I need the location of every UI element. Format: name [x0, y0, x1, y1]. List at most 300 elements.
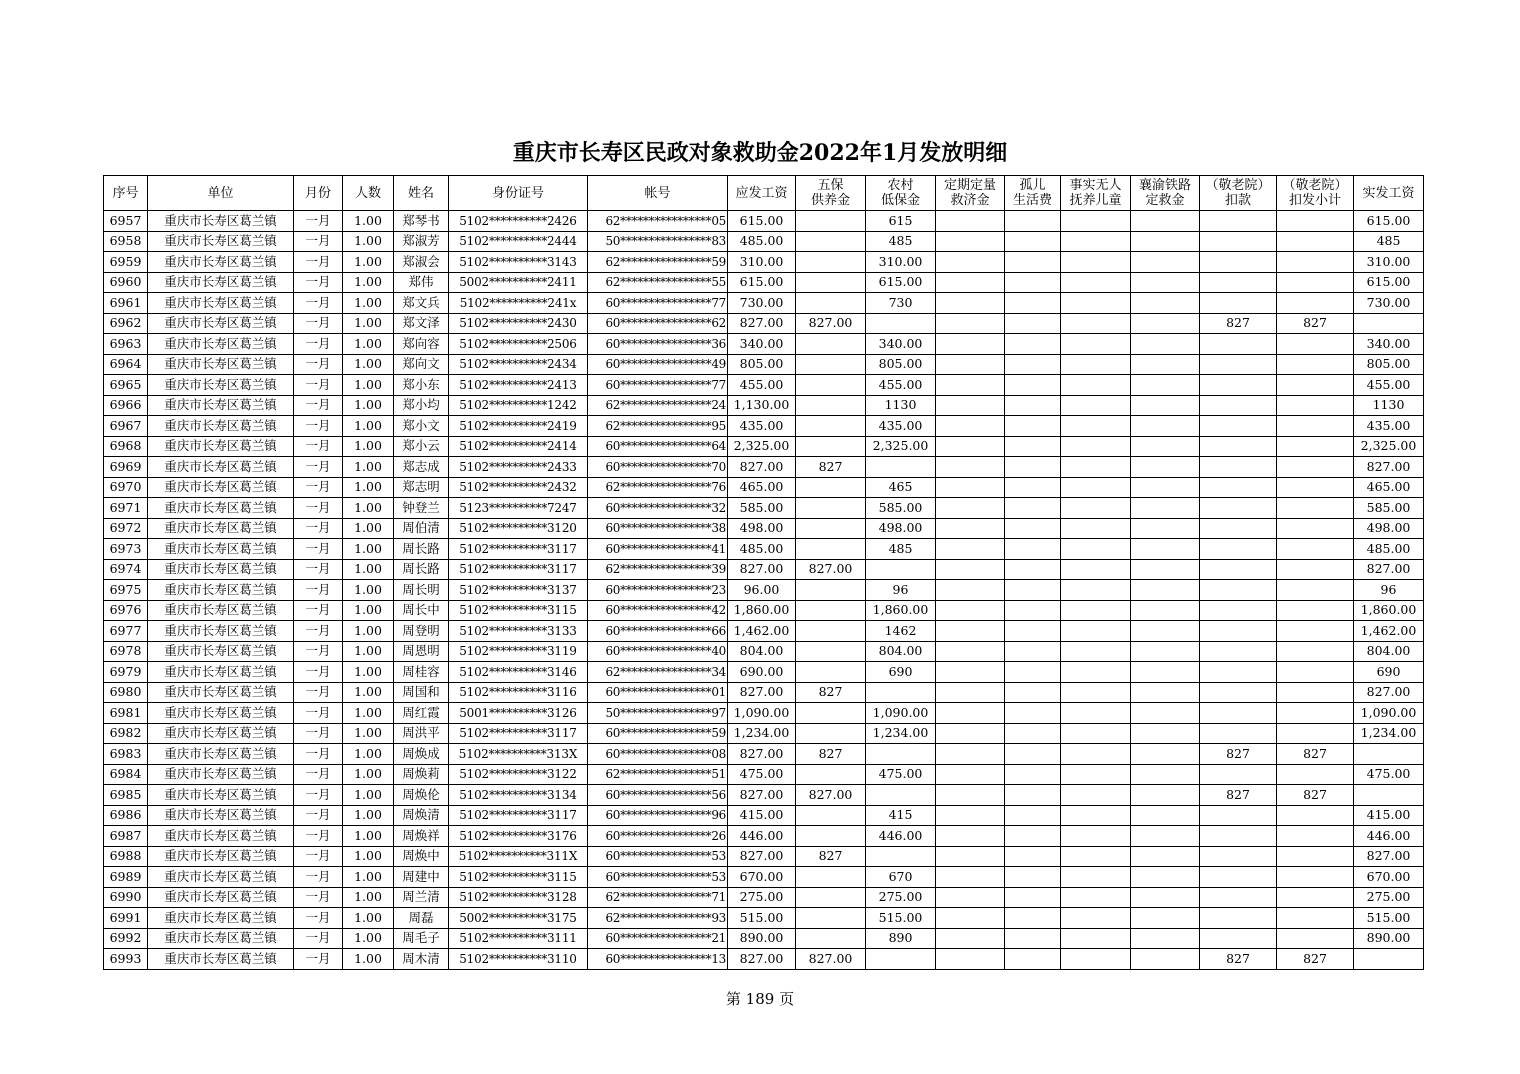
table-cell	[1200, 887, 1277, 908]
table-cell: 1.00	[343, 887, 394, 908]
table-cell: 415.00	[1354, 805, 1424, 826]
table-cell: 498.00	[866, 518, 936, 539]
table-cell: 827.00	[1354, 457, 1424, 478]
column-header: 月份	[294, 176, 343, 211]
table-cell	[1354, 744, 1424, 765]
table-cell	[1061, 867, 1131, 888]
table-cell: 60****************62	[588, 313, 728, 334]
table-cell	[1200, 723, 1277, 744]
table-cell	[1200, 375, 1277, 396]
table-cell	[1131, 662, 1200, 683]
table-cell: 重庆市长寿区葛兰镇	[148, 928, 294, 949]
table-cell: 5102**********3133	[449, 621, 588, 642]
table-cell: 5102**********2433	[449, 457, 588, 478]
table-cell: 6987	[104, 826, 148, 847]
table-cell: 重庆市长寿区葛兰镇	[148, 682, 294, 703]
table-cell: 827.00	[1354, 682, 1424, 703]
table-cell	[1131, 354, 1200, 375]
table-cell	[1061, 539, 1131, 560]
table-cell: 827	[1200, 744, 1277, 765]
table-cell	[936, 867, 1005, 888]
column-header: 事实无人 抚养儿童	[1061, 176, 1131, 211]
table-cell: 310.00	[866, 252, 936, 273]
table-cell: 730.00	[1354, 293, 1424, 314]
table-cell: 465.00	[1354, 477, 1424, 498]
table-cell: 827	[1277, 785, 1354, 806]
table-cell: 6986	[104, 805, 148, 826]
table-cell	[936, 764, 1005, 785]
table-cell: 周焕伦	[394, 785, 449, 806]
table-cell: 60****************77	[588, 375, 728, 396]
table-cell	[796, 334, 866, 355]
table-cell	[1277, 252, 1354, 273]
table-cell: 重庆市长寿区葛兰镇	[148, 539, 294, 560]
table-cell	[1277, 498, 1354, 519]
table-cell: 5102**********3146	[449, 662, 588, 683]
table-cell	[1277, 703, 1354, 724]
table-cell	[936, 641, 1005, 662]
table-cell: 6992	[104, 928, 148, 949]
table-cell: 5102**********3134	[449, 785, 588, 806]
table-cell	[1061, 949, 1131, 970]
table-cell: 重庆市长寿区葛兰镇	[148, 805, 294, 826]
table-cell	[1005, 805, 1061, 826]
table-cell	[1131, 785, 1200, 806]
table-cell: 6976	[104, 600, 148, 621]
table-cell	[1200, 805, 1277, 826]
table-cell: 60****************01	[588, 682, 728, 703]
table-cell: 62****************39	[588, 559, 728, 580]
table-cell: 60****************23	[588, 580, 728, 601]
table-cell: 515.00	[866, 908, 936, 929]
table-cell	[1200, 682, 1277, 703]
table-cell	[1131, 272, 1200, 293]
table-cell: 804.00	[866, 641, 936, 662]
table-cell	[1005, 764, 1061, 785]
table-cell	[1061, 785, 1131, 806]
table-cell: 827.00	[728, 846, 796, 867]
table-cell: 827	[796, 744, 866, 765]
table-cell: 340.00	[866, 334, 936, 355]
table-cell: 6962	[104, 313, 148, 334]
table-cell: 周恩明	[394, 641, 449, 662]
table-cell	[1131, 846, 1200, 867]
table-cell: 96	[866, 580, 936, 601]
table-cell: 1.00	[343, 703, 394, 724]
table-cell: 60****************13	[588, 949, 728, 970]
table-cell	[1277, 518, 1354, 539]
table-cell: 60****************38	[588, 518, 728, 539]
table-cell: 重庆市长寿区葛兰镇	[148, 846, 294, 867]
table-cell: 1,860.00	[728, 600, 796, 621]
table-cell	[796, 641, 866, 662]
table-cell	[936, 252, 1005, 273]
table-cell: 重庆市长寿区葛兰镇	[148, 703, 294, 724]
table-cell: 周伯清	[394, 518, 449, 539]
table-cell: 1130	[866, 395, 936, 416]
table-cell: 重庆市长寿区葛兰镇	[148, 211, 294, 232]
table-cell	[1061, 600, 1131, 621]
table-cell: 60****************64	[588, 436, 728, 457]
table-cell: 重庆市长寿区葛兰镇	[148, 477, 294, 498]
table-cell: 郑小文	[394, 416, 449, 437]
table-cell: 805.00	[728, 354, 796, 375]
table-cell: 435.00	[866, 416, 936, 437]
table-cell: 1.00	[343, 785, 394, 806]
table-cell: 1.00	[343, 518, 394, 539]
table-cell: 60****************66	[588, 621, 728, 642]
table-cell: 827.00	[796, 949, 866, 970]
column-header: 孤儿 生活费	[1005, 176, 1061, 211]
table-cell	[1200, 826, 1277, 847]
table-cell: 670.00	[728, 867, 796, 888]
table-cell: 5102**********3116	[449, 682, 588, 703]
table-cell: 827.00	[728, 682, 796, 703]
table-cell: 一月	[294, 580, 343, 601]
table-cell	[796, 580, 866, 601]
table-cell	[1200, 928, 1277, 949]
table-cell: 1.00	[343, 682, 394, 703]
table-cell: 827	[1200, 313, 1277, 334]
table-cell	[1131, 395, 1200, 416]
table-cell	[1131, 211, 1200, 232]
table-cell: 615.00	[1354, 211, 1424, 232]
table-cell: 485.00	[728, 539, 796, 560]
table-cell: 周磊	[394, 908, 449, 929]
table-cell: 重庆市长寿区葛兰镇	[148, 313, 294, 334]
table-cell	[866, 744, 936, 765]
table-cell	[796, 908, 866, 929]
table-cell: 6975	[104, 580, 148, 601]
table-cell: 730.00	[728, 293, 796, 314]
table-cell	[1005, 867, 1061, 888]
table-cell	[1277, 764, 1354, 785]
table-cell	[1061, 436, 1131, 457]
table-cell: 1,130.00	[728, 395, 796, 416]
table-cell: 2,325.00	[866, 436, 936, 457]
table-cell: 6959	[104, 252, 148, 273]
table-row	[104, 580, 1424, 601]
page-title: 重庆市长寿区民政对象救助金2022年1月发放明细	[512, 140, 1008, 166]
table-cell	[1005, 949, 1061, 970]
table-cell: 重庆市长寿区葛兰镇	[148, 395, 294, 416]
table-cell: 重庆市长寿区葛兰镇	[148, 334, 294, 355]
table-cell	[866, 457, 936, 478]
table-cell: 475.00	[866, 764, 936, 785]
table-cell: 6972	[104, 518, 148, 539]
table-cell	[1061, 252, 1131, 273]
table-cell: 6974	[104, 559, 148, 580]
table-cell: 805.00	[866, 354, 936, 375]
table-cell	[1131, 498, 1200, 519]
table-cell	[1277, 334, 1354, 355]
table-cell: 重庆市长寿区葛兰镇	[148, 887, 294, 908]
table-cell: 6990	[104, 887, 148, 908]
table-cell: 郑志成	[394, 457, 449, 478]
table-cell: 重庆市长寿区葛兰镇	[148, 231, 294, 252]
table-cell: 804.00	[728, 641, 796, 662]
table-cell	[1277, 580, 1354, 601]
table-row	[104, 805, 1424, 826]
table-cell	[1061, 682, 1131, 703]
table-cell: 585.00	[1354, 498, 1424, 519]
table-cell	[1061, 826, 1131, 847]
table-cell	[1005, 457, 1061, 478]
table-cell: 一月	[294, 211, 343, 232]
table-cell	[796, 252, 866, 273]
table-cell: 804.00	[1354, 641, 1424, 662]
table-cell: 415.00	[728, 805, 796, 826]
column-header: 姓名	[394, 176, 449, 211]
table-cell: 1.00	[343, 334, 394, 355]
table-cell	[1005, 908, 1061, 929]
table-cell	[1005, 313, 1061, 334]
table-cell	[1131, 723, 1200, 744]
table-cell	[936, 928, 1005, 949]
table-cell: 498.00	[1354, 518, 1424, 539]
table-cell: 郑文兵	[394, 293, 449, 314]
table-cell: 585.00	[728, 498, 796, 519]
table-cell: 827	[1277, 744, 1354, 765]
table-cell: 一月	[294, 272, 343, 293]
table-cell	[1005, 293, 1061, 314]
table-cell	[1131, 518, 1200, 539]
table-cell	[1200, 354, 1277, 375]
table-row	[104, 600, 1424, 621]
table-cell	[1354, 313, 1424, 334]
table-cell: 一月	[294, 436, 343, 457]
table-cell: 585.00	[866, 498, 936, 519]
column-header: （敬老院） 扣款	[1200, 176, 1277, 211]
table-row	[104, 928, 1424, 949]
table-cell: 周长明	[394, 580, 449, 601]
table-row	[104, 313, 1424, 334]
table-cell: 827.00	[1354, 559, 1424, 580]
table-cell: 重庆市长寿区葛兰镇	[148, 416, 294, 437]
table-cell: 一月	[294, 354, 343, 375]
table-cell: 615.00	[728, 272, 796, 293]
table-cell	[1131, 416, 1200, 437]
table-cell	[796, 231, 866, 252]
table-cell: 60****************21	[588, 928, 728, 949]
table-cell	[936, 846, 1005, 867]
table-cell: 5102**********3120	[449, 518, 588, 539]
table-cell: 一月	[294, 785, 343, 806]
table-cell: 446.00	[1354, 826, 1424, 847]
table-cell	[1354, 949, 1424, 970]
table-cell: 890	[866, 928, 936, 949]
table-cell: 60****************59	[588, 723, 728, 744]
table-cell: 670	[866, 867, 936, 888]
table-cell: 郑小云	[394, 436, 449, 457]
table-cell	[866, 559, 936, 580]
table-cell: 5102**********3117	[449, 723, 588, 744]
table-row	[104, 498, 1424, 519]
table-cell	[1200, 293, 1277, 314]
table-cell	[1277, 395, 1354, 416]
table-cell: 6985	[104, 785, 148, 806]
table-row	[104, 334, 1424, 355]
table-cell: 446.00	[728, 826, 796, 847]
table-cell: 5102**********2430	[449, 313, 588, 334]
table-cell: 5102**********2434	[449, 354, 588, 375]
table-cell: 1.00	[343, 867, 394, 888]
table-cell: 1.00	[343, 272, 394, 293]
table-cell: 一月	[294, 908, 343, 929]
table-cell	[1131, 703, 1200, 724]
table-cell: 475.00	[1354, 764, 1424, 785]
table-cell: 1.00	[343, 949, 394, 970]
table-cell: 340.00	[728, 334, 796, 355]
table-cell: 827.00	[728, 313, 796, 334]
table-body	[104, 211, 1424, 970]
table-cell: 重庆市长寿区葛兰镇	[148, 662, 294, 683]
table-cell: 一月	[294, 764, 343, 785]
table-cell: 5102**********3143	[449, 252, 588, 273]
table-cell	[936, 416, 1005, 437]
table-cell: 重庆市长寿区葛兰镇	[148, 908, 294, 929]
table-cell: 1.00	[343, 457, 394, 478]
table-cell: 455.00	[728, 375, 796, 396]
table-cell: 690	[866, 662, 936, 683]
table-cell: 1.00	[343, 252, 394, 273]
table-cell	[1061, 498, 1131, 519]
table-cell	[936, 559, 1005, 580]
table-cell: 6979	[104, 662, 148, 683]
table-cell	[1005, 211, 1061, 232]
table-cell: 60****************40	[588, 641, 728, 662]
table-row	[104, 723, 1424, 744]
table-cell	[1200, 436, 1277, 457]
table-cell: 50****************83	[588, 231, 728, 252]
table-cell: 5102**********313X	[449, 744, 588, 765]
table-row	[104, 457, 1424, 478]
table-cell: 827.00	[728, 559, 796, 580]
column-header: 实发工资	[1354, 176, 1424, 211]
table-cell: 446.00	[866, 826, 936, 847]
table-cell: 重庆市长寿区葛兰镇	[148, 580, 294, 601]
table-cell: 310.00	[728, 252, 796, 273]
table-cell	[1005, 785, 1061, 806]
table-cell: 重庆市长寿区葛兰镇	[148, 293, 294, 314]
table-cell: 一月	[294, 846, 343, 867]
table-cell: 465.00	[728, 477, 796, 498]
table-cell: 690.00	[728, 662, 796, 683]
table-cell: 1.00	[343, 826, 394, 847]
table-cell	[1061, 764, 1131, 785]
table-cell	[1131, 477, 1200, 498]
table-cell: 重庆市长寿区葛兰镇	[148, 436, 294, 457]
table-cell: 485	[866, 231, 936, 252]
table-cell	[936, 887, 1005, 908]
table-cell	[1131, 334, 1200, 355]
table-cell: 1.00	[343, 211, 394, 232]
table-cell: 1130	[1354, 395, 1424, 416]
table-cell	[1200, 600, 1277, 621]
table-cell: 1.00	[343, 764, 394, 785]
table-cell: 1.00	[343, 416, 394, 437]
table-cell: 730	[866, 293, 936, 314]
table-cell: 郑小均	[394, 395, 449, 416]
table-row	[104, 641, 1424, 662]
table-cell: 5102**********3176	[449, 826, 588, 847]
table-cell	[796, 764, 866, 785]
table-cell: 60****************42	[588, 600, 728, 621]
column-header: 身份证号	[449, 176, 588, 211]
table-row	[104, 436, 1424, 457]
table-cell: 重庆市长寿区葛兰镇	[148, 272, 294, 293]
table-row	[104, 949, 1424, 970]
table-cell: 435.00	[728, 416, 796, 437]
table-cell	[1200, 272, 1277, 293]
table-cell	[1277, 600, 1354, 621]
table-row	[104, 908, 1424, 929]
table-cell	[1061, 354, 1131, 375]
table-cell	[1277, 723, 1354, 744]
table-cell: 465	[866, 477, 936, 498]
table-cell	[936, 703, 1005, 724]
column-header: 人数	[343, 176, 394, 211]
table-cell: 周焕成	[394, 744, 449, 765]
table-cell	[1005, 375, 1061, 396]
table-cell: 827	[796, 457, 866, 478]
table-cell	[936, 949, 1005, 970]
table-cell: 郑淑会	[394, 252, 449, 273]
table-row	[104, 211, 1424, 232]
table-cell: 重庆市长寿区葛兰镇	[148, 600, 294, 621]
table-cell	[936, 375, 1005, 396]
table-cell: 827	[1277, 949, 1354, 970]
table-cell: 6958	[104, 231, 148, 252]
table-cell: 455.00	[866, 375, 936, 396]
table-cell	[1061, 518, 1131, 539]
table-cell: 5102**********3111	[449, 928, 588, 949]
table-cell: 827	[1200, 949, 1277, 970]
table-cell	[936, 498, 1005, 519]
table-cell: 钟登兰	[394, 498, 449, 519]
table-cell: 周洪平	[394, 723, 449, 744]
table-cell: 1,860.00	[866, 600, 936, 621]
table-cell: 5102**********3137	[449, 580, 588, 601]
table-cell: 1462	[866, 621, 936, 642]
table-cell	[936, 477, 1005, 498]
table-cell: 5102**********3122	[449, 764, 588, 785]
table-cell	[936, 518, 1005, 539]
table-cell	[796, 539, 866, 560]
table-cell	[936, 211, 1005, 232]
table-cell: 重庆市长寿区葛兰镇	[148, 867, 294, 888]
table-cell: 周红霞	[394, 703, 449, 724]
table-cell: 5102**********3119	[449, 641, 588, 662]
table-cell: 6984	[104, 764, 148, 785]
table-cell	[1131, 867, 1200, 888]
table-cell	[1200, 518, 1277, 539]
table-cell	[1277, 662, 1354, 683]
table-row	[104, 477, 1424, 498]
column-header: 五保 供养金	[796, 176, 866, 211]
table-cell	[1061, 641, 1131, 662]
table-cell: 重庆市长寿区葛兰镇	[148, 764, 294, 785]
table-cell: 1.00	[343, 641, 394, 662]
table-cell	[936, 805, 1005, 826]
table-cell	[936, 457, 1005, 478]
table-cell	[1131, 621, 1200, 642]
table-cell	[1277, 846, 1354, 867]
table-cell	[1277, 539, 1354, 560]
table-cell	[936, 436, 1005, 457]
table-cell	[1277, 416, 1354, 437]
table-cell: 5002**********3175	[449, 908, 588, 929]
